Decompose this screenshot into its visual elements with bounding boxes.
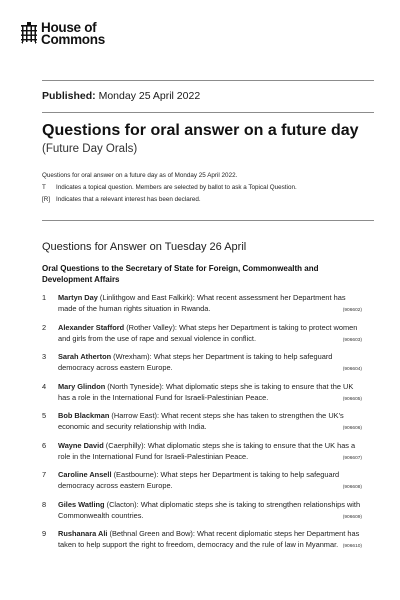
question-constituency: (Bethnal Green and Bow): [109, 529, 195, 538]
question-number: 8 [42, 499, 47, 509]
questions-list [42, 292, 362, 558]
logo-wordmark [41, 22, 105, 46]
question-number: 4 [42, 381, 47, 391]
question-item [42, 381, 362, 405]
question-item [42, 440, 362, 464]
key-relevant-interest [42, 194, 297, 206]
question-ref: (906603) [342, 337, 362, 343]
intro-line: Questions for oral answer on a future day as of Monday 25 April 2022. [42, 172, 238, 179]
key-symbol: [R] [42, 196, 51, 203]
divider-intro [42, 220, 374, 221]
logo-line-2: Commons [41, 32, 105, 47]
published-label: Published: [42, 90, 96, 102]
question-body [58, 292, 362, 316]
question-number: 5 [42, 411, 47, 420]
question-ref: (906602) [342, 308, 362, 313]
question-number: 9 [42, 529, 47, 538]
question-ref: (906610) [342, 544, 362, 549]
question-body [58, 351, 362, 375]
question-text: What diplomatic steps she is taking to ensure that the UK has a role in the International Fund for Israeli-Palestinian Peace. [58, 381, 354, 402]
question-number: 6 [42, 440, 47, 450]
divider-top [42, 80, 374, 81]
question-text: What diplomatic steps she is taking to strengthen relationships with Commonwealth countries. [58, 499, 361, 520]
question-ref: (906609) [342, 514, 362, 520]
question-body [58, 440, 362, 464]
question-text: What steps her Department is taking to help safeguard democracy across eastern Europe. [58, 352, 333, 372]
question-text: What recent diplomatic steps her Department has taken to help support the right to freedom, democracy and the rule of law in Myanmar. [58, 529, 360, 549]
question-item [42, 351, 362, 375]
question-body [58, 381, 362, 405]
question-text: What recent assessment her Department has made of the human rights situation in Rwanda. [58, 293, 346, 313]
question-text: What steps her Department is taking to protect women and girls from the use of rape and sexual violence in conflict. [58, 322, 358, 343]
question-number: 2 [42, 322, 47, 332]
question-ref: (906606) [342, 426, 362, 431]
question-ref: (906607) [342, 455, 362, 461]
question-body [58, 499, 362, 523]
question-member: Sarah Atherton [58, 352, 112, 361]
question-constituency: (Eastbourne): [113, 470, 159, 479]
published-line [42, 90, 200, 102]
key-text: Indicates that a relevant interest has been declared. [56, 196, 201, 203]
divider-published [42, 112, 374, 113]
question-member: Martyn Day [58, 293, 98, 302]
question-constituency: (Wrexham): [113, 352, 152, 361]
question-member: Mary Glindon [58, 381, 106, 391]
question-text: What recent steps she has taken to strengthen the UK's economic and security relationship with India. [58, 411, 344, 431]
question-ref: (906608) [342, 485, 362, 490]
question-item [42, 528, 362, 552]
question-number: 1 [42, 293, 47, 302]
question-body [58, 528, 362, 552]
question-member: Wayne David [58, 440, 104, 450]
question-constituency: (Harrow East): [111, 411, 160, 420]
intro-block [42, 170, 297, 206]
question-item [42, 410, 362, 434]
question-constituency: (Linlithgow and East Falkirk): [99, 293, 195, 302]
question-body [58, 322, 362, 346]
department-heading: Oral Questions to the Secretary of State for Foreign, Commonwealth and Development Affairs [42, 264, 319, 284]
published-date: Monday 25 April 2022 [98, 90, 201, 102]
question-member: Giles Watling [58, 499, 105, 509]
question-text: What diplomatic steps she is taking to ensure that the UK has a role in the International Fund for Israeli-Palestinian Peace. [58, 440, 356, 461]
question-body [58, 410, 362, 434]
question-member: Caroline Ansell [58, 470, 112, 479]
question-text: What steps her Department is taking to help safeguard democracy across eastern Europe. [58, 470, 340, 490]
key-symbol: T [42, 184, 46, 191]
question-number: 7 [42, 470, 47, 479]
question-constituency: (Clacton): [106, 499, 139, 509]
question-constituency: (North Tyneside): [107, 381, 164, 391]
question-body [58, 469, 362, 493]
page-title: Questions for oral answer on a future day [42, 122, 359, 139]
logo-line-1: House of [41, 20, 97, 35]
question-item [42, 292, 362, 316]
page-subtitle: (Future Day Orals) [42, 143, 138, 155]
question-item [42, 469, 362, 493]
section-heading: Questions for Answer on Tuesday 26 April [42, 241, 247, 253]
key-text: Indicates a topical question. Members are selected by ballot to ask a Topical Question. [56, 184, 297, 191]
question-ref: (906604) [342, 367, 362, 372]
question-constituency: (Caerphilly): [105, 440, 146, 450]
question-member: Alexander Stafford [58, 322, 125, 332]
question-member: Bob Blackman [58, 411, 110, 420]
portcullis-icon [20, 22, 38, 44]
question-ref: (906605) [342, 396, 362, 402]
question-item [42, 322, 362, 346]
question-number: 3 [42, 352, 47, 361]
house-of-commons-logo [20, 22, 105, 46]
key-topical [42, 182, 297, 194]
question-member: Rushanara Ali [58, 529, 108, 538]
question-item [42, 499, 362, 523]
question-constituency: (Rother Valley): [126, 322, 177, 332]
